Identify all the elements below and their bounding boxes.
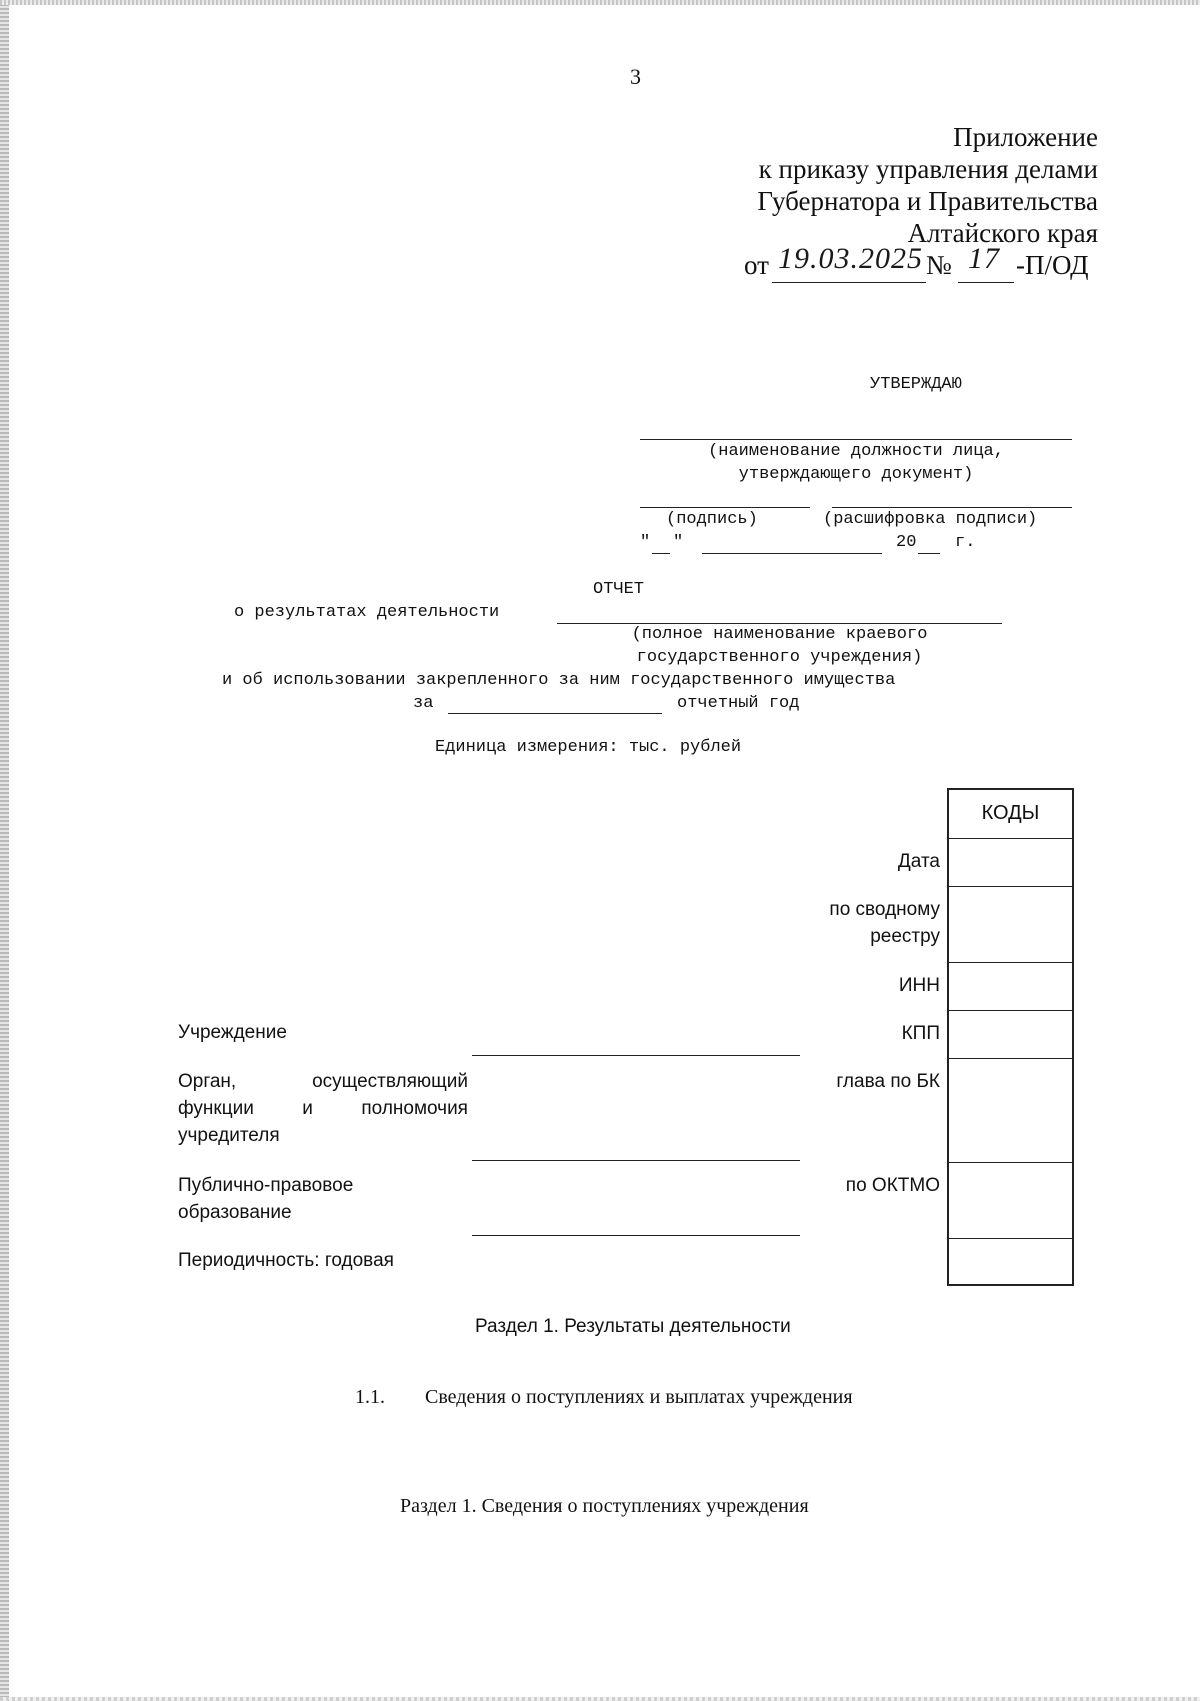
approval-year-prefix: 20 [896, 533, 917, 552]
subsection-number: 1.1. [355, 1386, 385, 1408]
codes-label-date: Дата [897, 851, 940, 872]
appendix-number-underline [958, 282, 1014, 283]
signature-decoding-caption: (расшифровка подписи) [823, 510, 1038, 529]
signature-caption: (подпись) [666, 510, 758, 529]
scan-left-edge [0, 0, 9, 1701]
scan-top-edge [0, 0, 1200, 5]
codes-row-periodicity [949, 1238, 1072, 1239]
report-unit: Единица измерения: тыс. рублей [435, 738, 742, 757]
field-periodicity: Периодичность: годовая [178, 1250, 394, 1271]
subsection-title: Сведения о поступлениях и выплатах учреждения [425, 1386, 853, 1408]
codes-row-inn [949, 962, 1072, 963]
codes-label-registry-1: по сводному [829, 899, 940, 920]
field-institution-line [472, 1055, 800, 1056]
field-organ-line-2 [178, 1098, 468, 1120]
approval-month-line [702, 553, 882, 554]
codes-label-registry-2: реестру [870, 926, 940, 947]
signature-line [640, 507, 810, 508]
approval-date-quote-close: " [673, 533, 684, 552]
codes-label-kpp: КПП [901, 1023, 940, 1044]
report-name-caption-1: (полное наименование краевого [631, 625, 928, 644]
appendix-date-underline [772, 282, 926, 283]
codes-row-bk [949, 1058, 1072, 1059]
report-usage-line: и об использовании закрепленного за ним государственного имущества [222, 671, 896, 690]
field-organ-line-1 [178, 1071, 468, 1093]
codes-header: КОДЫ [981, 802, 1040, 824]
codes-label-inn: ИНН [898, 975, 940, 996]
section-1-income-title: Раздел 1. Сведения о поступлениях учреждения [400, 1495, 809, 1517]
appendix-date-handwritten: 19.03.2025 [778, 242, 923, 275]
report-year-label: отчетный год [677, 694, 800, 713]
field-organ-line [472, 1160, 800, 1161]
field-organ-line-3: учредителя [178, 1125, 280, 1146]
field-public-line-1: Публично-правовое [178, 1175, 354, 1196]
approval-position-caption-2: утверждающего документ) [738, 465, 974, 484]
appendix-number-label: № [926, 250, 952, 280]
codes-row-kpp [949, 1010, 1072, 1011]
appendix-line-2: к приказу управления делами [758, 154, 1098, 184]
field-institution-label: Учреждение [178, 1022, 287, 1043]
codes-table [947, 788, 1074, 1286]
approval-date-quote-open: " [640, 533, 651, 552]
report-for-label: за [413, 694, 434, 713]
approval-title: УТВЕРЖДАЮ [870, 375, 962, 394]
appendix-line-1: Приложение [953, 122, 1098, 152]
report-year-line [448, 713, 662, 714]
page-number: 3 [630, 64, 641, 89]
scan-bottom-edge [0, 1697, 1200, 1701]
codes-label-bk: глава по БК [836, 1071, 940, 1092]
field-organ-word-3: функции [178, 1098, 254, 1119]
report-about: о результатах деятельности [234, 603, 500, 622]
section-1-title: Раздел 1. Результаты деятельности [475, 1316, 791, 1337]
field-organ-word-5: полномочия [361, 1098, 468, 1119]
field-organ-word-4: и [302, 1098, 313, 1119]
approval-year-line [918, 553, 940, 554]
appendix-line-4: Алтайского края [907, 218, 1098, 248]
field-organ-word-2: осуществляющий [312, 1071, 468, 1092]
field-organ-word-1: Орган, [178, 1071, 237, 1092]
approval-position-caption-1: (наименование должности лица, [708, 442, 1004, 461]
report-name-caption-2: государственного учреждения) [636, 648, 923, 667]
report-title: ОТЧЕТ [593, 580, 645, 599]
codes-row-oktmo [949, 1162, 1072, 1163]
signature-decoding-line [832, 507, 1072, 508]
field-public-line-2: образование [178, 1202, 292, 1223]
appendix-from-label: от [744, 250, 769, 280]
codes-label-oktmo: по ОКТМО [845, 1175, 940, 1196]
appendix-suffix: -П/ОД [1016, 250, 1089, 280]
approval-position-line [640, 439, 1072, 440]
field-public-line [472, 1235, 800, 1236]
report-institution-line [557, 623, 1002, 624]
appendix-number-handwritten: 17 [968, 242, 1000, 275]
approval-day-line [652, 553, 670, 554]
codes-row-registry [949, 886, 1072, 887]
appendix-line-3: Губернатора и Правительства [757, 186, 1098, 216]
codes-row-date [949, 838, 1072, 839]
approval-year-suffix: г. [955, 533, 976, 552]
